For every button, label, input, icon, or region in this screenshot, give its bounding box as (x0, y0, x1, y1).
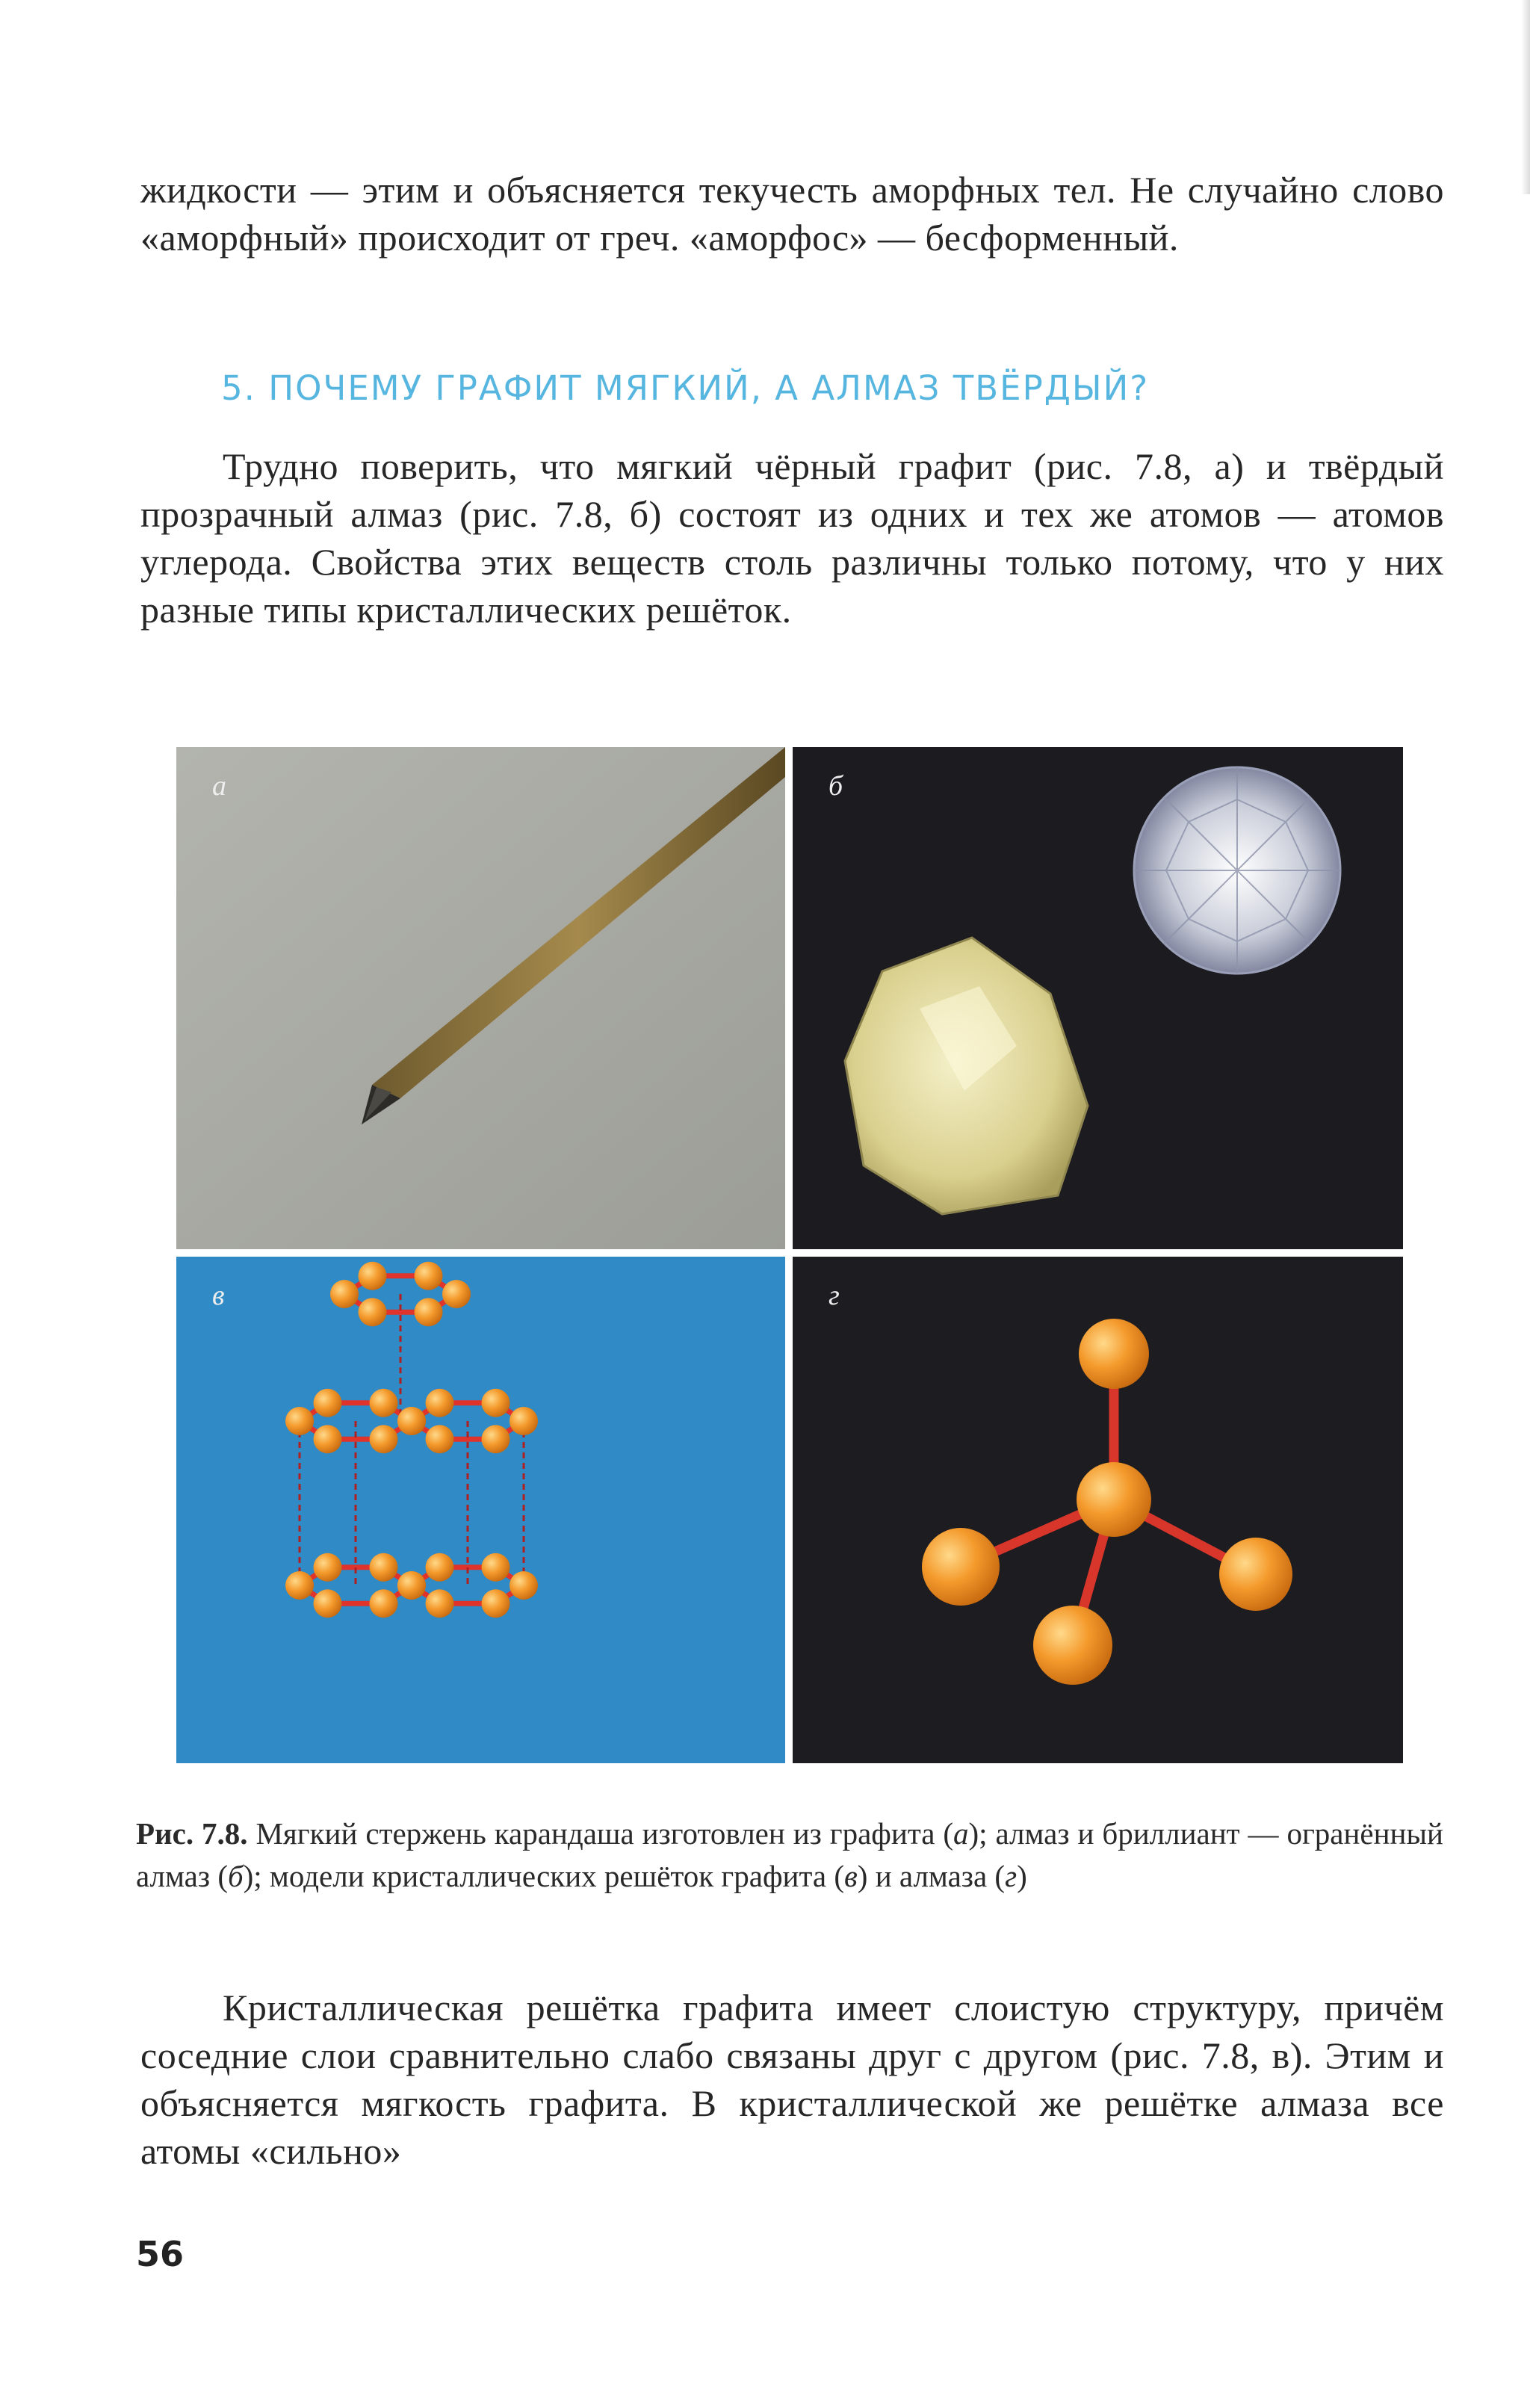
graphite-atom (482, 1553, 510, 1582)
graphite-atom (370, 1589, 398, 1618)
graphite-atom (482, 1589, 510, 1618)
graphite-atom (330, 1280, 359, 1308)
carbon-atom-right (1219, 1538, 1292, 1611)
graphite-atom (510, 1571, 538, 1600)
caption-ref-a: а (953, 1816, 969, 1851)
diamond-illustration (793, 747, 1403, 1249)
pencil-photo (176, 747, 785, 1249)
figure-7-8 (176, 747, 1403, 1763)
diamond-lattice-illustration (793, 1257, 1403, 1763)
graphite-atom (397, 1571, 426, 1600)
graphite-atom (359, 1298, 387, 1326)
panel-label-d: г (829, 1280, 840, 1311)
graphite-atom (415, 1298, 443, 1326)
graphite-atom (482, 1389, 510, 1417)
graphite-atom (510, 1407, 538, 1435)
figure-caption (136, 1813, 1443, 1898)
caption-ref-b: б (227, 1859, 244, 1893)
caption-label: Рис. 7.8. (136, 1816, 248, 1851)
section-heading: 5. ПОЧЕМУ ГРАФИТ МЯГКИЙ, А АЛМАЗ ТВЁРДЫЙ? (221, 368, 1150, 408)
panel-label-c: в (212, 1280, 225, 1311)
graphite-atom (442, 1280, 471, 1308)
intro-paragraph: жидкости — этим и объясняется текучесть аморфных тел. Не случайно слово «аморфный» происходит от греч. «аморфос» — бесформенный. (140, 169, 1444, 259)
body-paragraph: Трудно поверить, что мягкий чёрный графит (рис. 7.8, а) и твёрдый прозрачный алмаз (рис. 7.8, б) состоят из одних и тех же атомов — атомов углерода. Свойства этих веществ столь различны только потому, что у них разные типы кристаллических решёток. (140, 445, 1444, 631)
graphite-lattice-illustration (176, 1257, 785, 1763)
graphite-atom (426, 1425, 454, 1453)
diamond-photo (793, 747, 1403, 1249)
graphite-atom (314, 1389, 342, 1417)
graphite-atom (482, 1425, 510, 1453)
diamond-lattice-model (793, 1257, 1403, 1763)
graphite-atom (370, 1425, 398, 1453)
caption-text-1: Мягкий стержень карандаша изготовлен из графита ( (247, 1816, 954, 1851)
caption-text-3: ); модели кристаллических решёток графита ( (243, 1859, 844, 1893)
graphite-atom (359, 1262, 387, 1290)
caption-text-5: ) (1017, 1859, 1027, 1893)
graphite-atom (415, 1262, 443, 1290)
panel-label-a: а (212, 770, 226, 802)
caption-text-4: ) и алмаза ( (857, 1859, 1006, 1893)
closing-paragraph: Кристаллическая решётка графита имеет слоистую структуру, причём соседние слои сравнительно слабо связаны друг с другом (рис. 7.8, в). Этим и объясняется мягкость графита. В кристаллической же решётке алмаза все атомы «сильно» (140, 1987, 1444, 2172)
page-edge-shadow (1521, 0, 1530, 194)
pencil-illustration (176, 747, 785, 1249)
graphite-atom (370, 1389, 398, 1417)
graphite-atom (314, 1553, 342, 1582)
graphite-atom (285, 1407, 314, 1435)
panel-label-b: б (829, 770, 843, 802)
graphite-atom (426, 1553, 454, 1582)
carbon-atom-left (922, 1528, 1000, 1606)
carbon-atom-center (1077, 1462, 1151, 1537)
graphite-atom (397, 1407, 426, 1435)
caption-ref-c: в (843, 1859, 858, 1893)
graphite-atom (426, 1389, 454, 1417)
caption-text-2: ); алмаз и бриллиант — огранённый алмаз ( (136, 1816, 1443, 1893)
graphite-atom (314, 1589, 342, 1618)
graphite-atom (314, 1425, 342, 1453)
graphite-atom (426, 1589, 454, 1618)
page-number: 56 (136, 2234, 185, 2274)
carbon-atom-bottom (1033, 1606, 1112, 1685)
graphite-atom (370, 1553, 398, 1582)
carbon-atom-top (1079, 1319, 1149, 1389)
caption-ref-d: г (1005, 1859, 1018, 1893)
graphite-lattice-model (176, 1257, 785, 1763)
graphite-atom (285, 1571, 314, 1600)
